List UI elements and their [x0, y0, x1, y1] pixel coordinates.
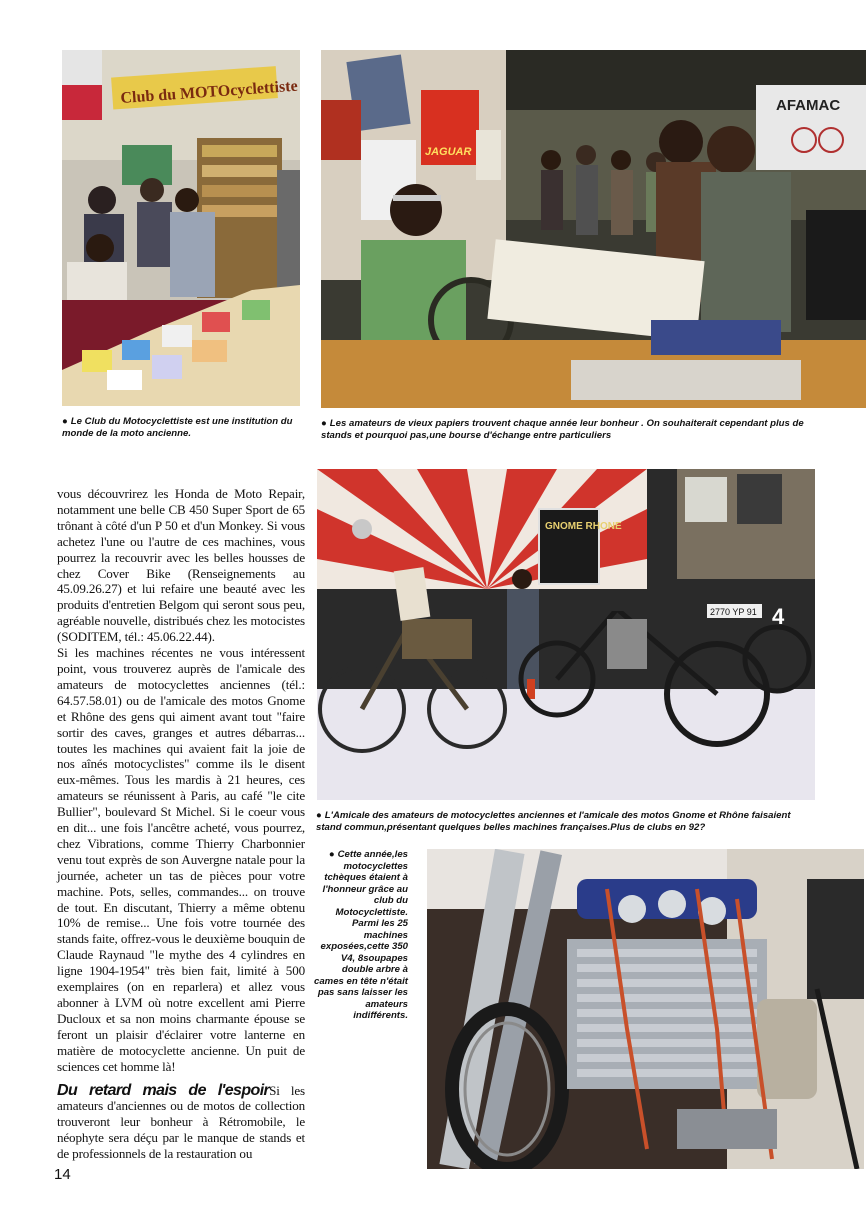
bullet-icon: ● — [321, 418, 327, 429]
article-paragraph-3-text: Si les amateurs d'anciennes ou de motos de collection trouveront leur bonheur à Rétromobile, le néophyte sera déçu par le manque de stands et de professionnels de la restauration ou — [57, 1082, 305, 1162]
article-paragraph-1: vous découvrirez les Honda de Moto Repair, notamment une belle CB 450 Super Sport de 65 trônant à côté d'un P 50 et d'un Monkey. Si vous achetez l'une ou l'autre de ces machines, vous pourrez la recouvrir avec les belles housses de chez Cover Bike (Renseignements au 45.09.26.27) et lui refaire une beauté avec les produits d'entretien Belgom qui seront sous peu, agréable nouvelle, distribués chez les motocistes (SODITEM, tél.: 45.06.22.44). — [57, 486, 305, 645]
club-caption — [62, 416, 300, 439]
amicale-caption — [316, 810, 816, 833]
v4-engine-photo — [427, 849, 864, 1169]
bullet-icon: ● — [316, 810, 322, 821]
article-paragraph-3 — [57, 1083, 305, 1163]
old-papers-photo — [321, 50, 866, 408]
license-plate: 2770 YP 91 — [710, 607, 757, 617]
club-caption-text: Le Club du Motocyclettiste est une institution du monde de la moto ancienne. — [62, 416, 293, 439]
club-sign-text: Club du MOTOcyclettiste — [119, 77, 299, 107]
bullet-icon: ● — [62, 416, 68, 427]
poster-text: JAGUAR — [425, 146, 472, 158]
club-stand-photo — [62, 50, 300, 406]
race-number: 4 — [772, 604, 785, 629]
article-paragraph-2: Si les machines récentes ne vous intéressent point, vous trouverez auprès de l'amicale des amateurs de motocyclettes anciennes (tél.: 64.57.58.01) ou de l'amicale des motos Gnome et Rhône des gens qui aiment avant tout "faire sortir des caves, granges et autres débarras... toutes les machines qui avaient fait la joie de nos aînés motocyclistes" comme ils le disent eux-mêmes. Tous les mardis à 21 heures, ces amateurs se réunissent à Paris, au café "le cite Bullier", boulevard St Michel. Si le coeur vous en dit... une fois l'ancêtre acheté, vous pourrez, chez Vibrations, comme Thierry Charbonnier venu tout exprès de son Auvergne natale pour la journée, acheter un tas de pièces pour votre machine. Pots, selles, commandes... on trouve de tout. En discutant, Thierry a même obtenu 10% de remise... Une fois votre tournée des stands faite, offrez-vous le deuxième bouquin de Claude Raynaud "le mythe des 4 cylindres en ligne 1904-1954" très bien fait, limité à 500 exemplaires (on en reparlera) et allez vous abonner à LVM où notre excellent ami Pierre Ducloux et sa non moins charmante épouse se feront un plaisir d'éclairer votre lanterne en matière de motocyclette ancienne. Un puit de sciences cet homme là! — [57, 645, 305, 1074]
gnome-rhone-sign: GNOME RHONE — [545, 521, 622, 532]
papers-caption — [321, 418, 821, 441]
afamac-banner-text: AFAMAC — [776, 97, 841, 114]
article-body — [57, 486, 305, 1162]
papers-caption-text: Les amateurs de vieux papiers trouvent chaque année leur bonheur . On souhaiterait cependant plus de stands et pourquoi pas,une bourse d'échange entre particuliers — [321, 418, 804, 441]
engine-caption-text: Cette année,les motocyclettes tchèques étaient à l'honneur grâce au club du Motocyclettiste. Parmi les 25 machines exposées,cette 350 V4, 8soupapes double arbre à cames en tête n'était pas sans laisser les amateurs indifférents. — [314, 849, 408, 1021]
amicale-caption-text: L'Amicale des amateurs de motocyclettes anciennes et l'amicale des motos Gnome et Rhône faisaient stand commun,présentant quelques belles machines françaises.Plus de clubs en 92? — [316, 810, 791, 833]
page-number: 14 — [54, 1166, 71, 1183]
engine-caption — [312, 849, 408, 1022]
bullet-icon: ● — [328, 849, 335, 860]
section-subhead: Du retard mais de l'espoir — [57, 1081, 270, 1099]
amicale-stand-photo — [317, 469, 815, 800]
